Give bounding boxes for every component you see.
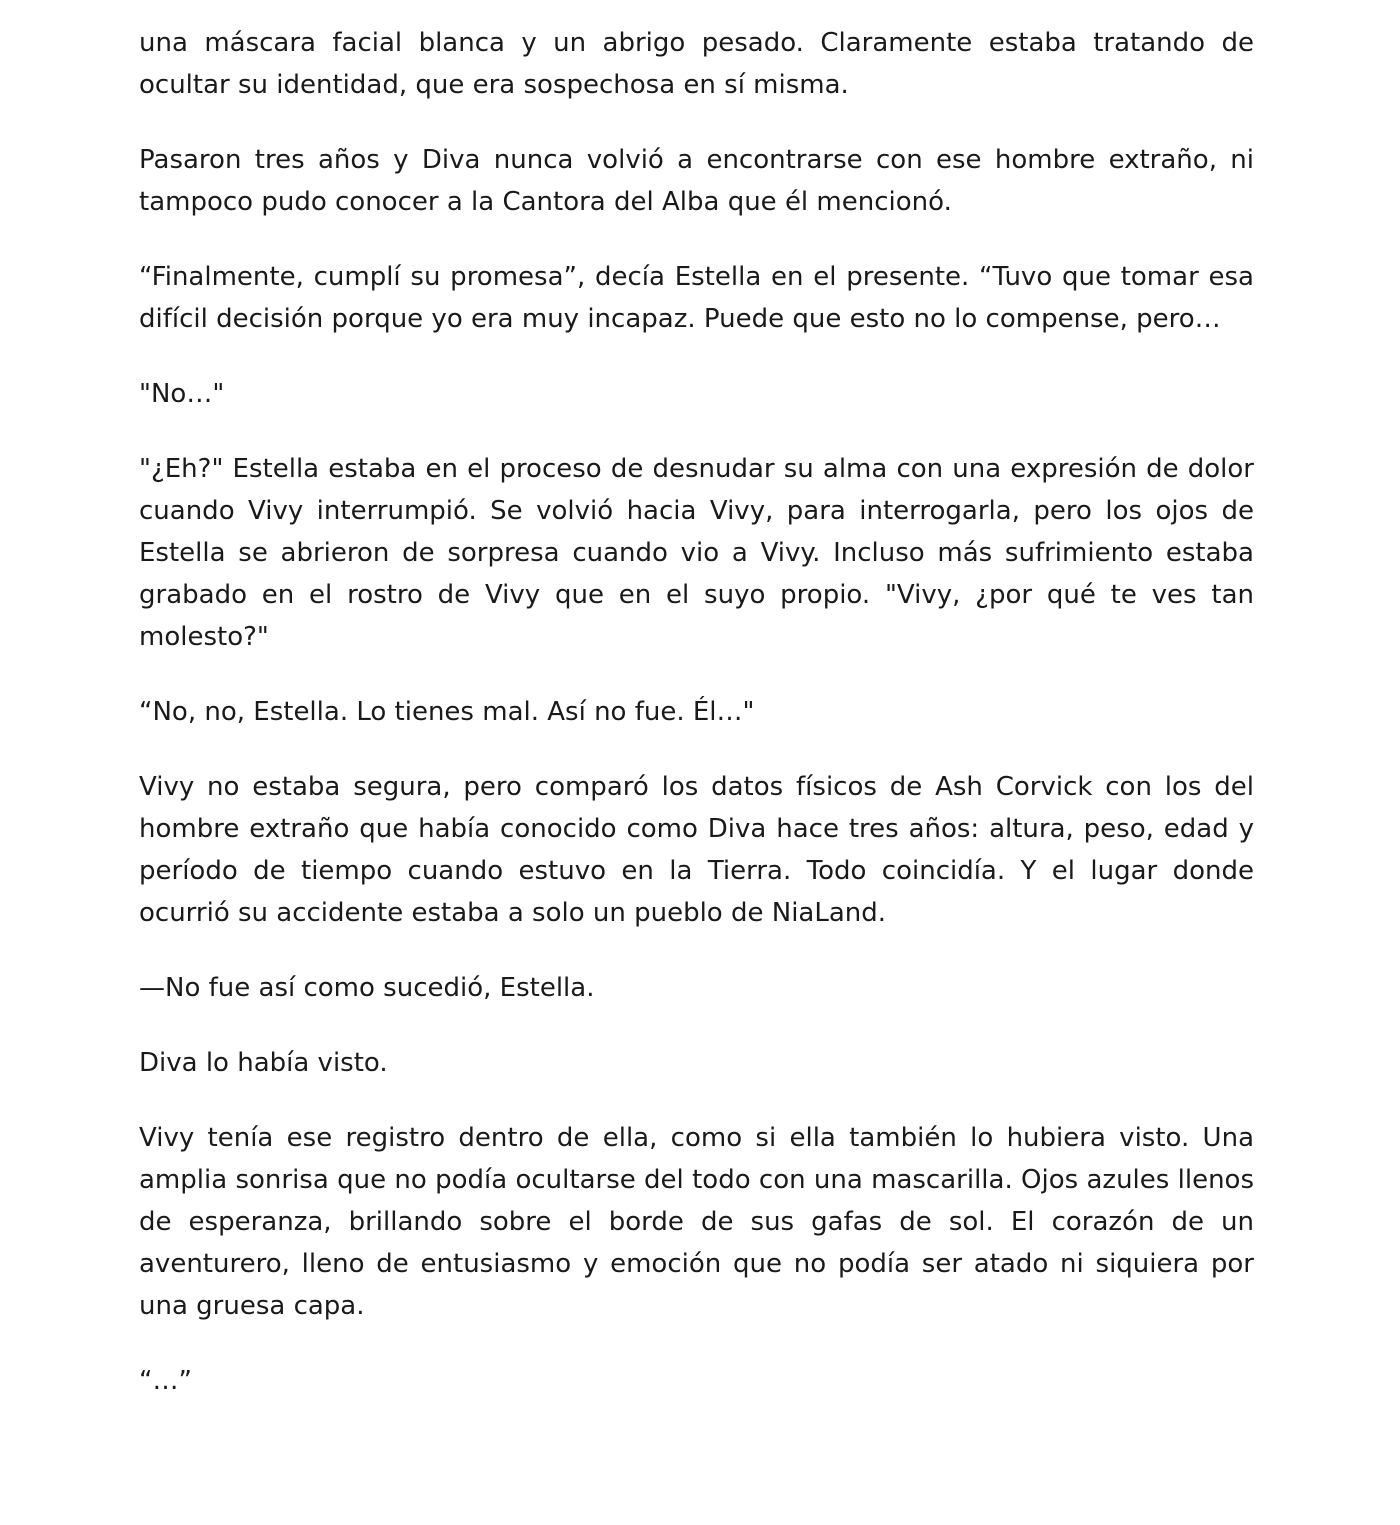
paragraph: “…” (139, 1366, 192, 1396)
paragraph: Pasaron tres años y Diva nunca volvió a encontrarse con ese hombre extraño, ni tampoco pudo conocer a la Cantora del Alba que él mencionó. (139, 145, 1254, 217)
paragraph: “Finalmente, cumplí su promesa”, decía Estella en el presente. “Tuvo que tomar esa difícil decisión porque yo era muy incapaz. Puede que esto no lo compense, pero… (139, 262, 1254, 334)
paragraph: una máscara facial blanca y un abrigo pesado. Claramente estaba tratando de ocultar su identidad, que era sospechosa en sí misma. (139, 28, 1254, 100)
paragraph: Vivy tenía ese registro dentro de ella, como si ella también lo hubiera visto. Una amplia sonrisa que no podía ocultarse del todo con una mascarilla. Ojos azules llenos de esperanza, brillando sobre el borde de sus gafas de sol. El corazón de un aventurero, lleno de entusiasmo y emoción que no podía ser atado ni siquiera por una gruesa capa. (139, 1123, 1254, 1321)
paragraph: "¿Eh?" Estella estaba en el proceso de desnudar su alma con una expresión de dolor cuando Vivy interrumpió. Se volvió hacia Vivy, para interrogarla, pero los ojos de Estella se abrieron de sorpresa cuando vio a Vivy. Incluso más sufrimiento estaba grabado en el rostro de Vivy que en el suyo propio. "Vivy, ¿por qué te ves tan molesto?" (139, 454, 1254, 652)
paragraph: Vivy no estaba segura, pero comparó los datos físicos de Ash Corvick con los del hombre extraño que había conocido como Diva hace tres años: altura, peso, edad y período de tiempo cuando estuvo en la Tierra. Todo coincidía. Y el lugar donde ocurrió su accidente estaba a solo un pueblo de NiaLand. (139, 772, 1254, 928)
paragraph: —No fue así como sucedió, Estella. (139, 973, 595, 1003)
paragraph: "No…" (139, 379, 225, 409)
paragraph: “No, no, Estella. Lo tienes mal. Así no fue. Él…" (139, 697, 755, 727)
paragraph: Diva lo había visto. (139, 1048, 388, 1078)
document-body (139, 22, 1254, 1435)
